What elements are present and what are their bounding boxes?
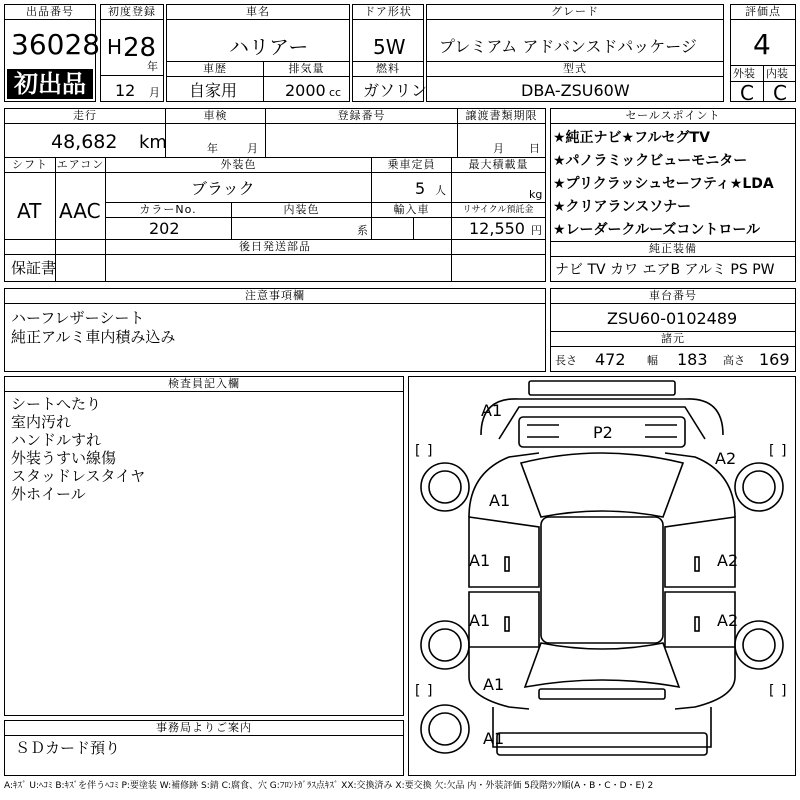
recycle: 12,550 (469, 219, 525, 238)
svg-text:]: ] (427, 443, 433, 459)
ext-score: C (740, 81, 754, 105)
color-no: 202 (149, 219, 180, 238)
first-listing-badge: 初出品 (7, 69, 93, 99)
model: DBA-ZSU60W (521, 81, 630, 100)
door: 5W (373, 35, 406, 59)
car-diagram (408, 376, 796, 776)
damage-mark: A1 (483, 729, 505, 748)
height: 169 (759, 350, 790, 369)
lot-number: 36028 (11, 28, 101, 61)
office-label: 事務局よりご案内 (5, 721, 403, 736)
month: 12 (115, 81, 136, 100)
load-unit: kg (529, 188, 543, 201)
inspector-line: ハンドルすれ (11, 431, 102, 449)
office-note: ＳＤカード預り (15, 739, 121, 757)
deferred-parts: 保証書 (11, 259, 57, 277)
sales-point-item: ★パノラミックビューモニター (553, 153, 748, 169)
transfer-day-unit: 日 (529, 142, 540, 155)
damage-mark: A2 (717, 611, 739, 630)
damage-mark: A1 (483, 675, 505, 694)
history-label: 車歴 (167, 62, 263, 77)
svg-text:]: ] (781, 443, 787, 459)
score-box (730, 4, 796, 105)
chassis-box (550, 288, 796, 372)
svg-text:[: [ (415, 683, 421, 699)
plate-label: 登録番号 (265, 109, 457, 124)
registration-box (100, 4, 164, 102)
sales-points-box (550, 108, 796, 282)
grade-box (426, 4, 724, 102)
ext-label: 外装 (733, 67, 755, 80)
office-box (4, 720, 404, 776)
svg-text:[: [ (415, 443, 421, 459)
month-unit: 月 (149, 86, 160, 99)
color-label: 外装色 (105, 158, 371, 173)
interior-label: 内装色 (231, 203, 371, 218)
shift: AT (17, 199, 42, 223)
seats-label: 乗車定員 (371, 158, 451, 173)
model-label: 型式 (427, 62, 723, 77)
seats-unit: 人 (435, 184, 446, 197)
equipment: ナビ TV カワ エアB アルミ PS PW (555, 262, 775, 278)
svg-text:[: [ (769, 683, 775, 699)
displacement: 2000 (285, 81, 326, 100)
lot-number-box (4, 4, 101, 102)
damage-mark: P2 (593, 423, 613, 442)
sales-point-item: ★純正ナビ★フルセグTV (553, 130, 710, 146)
damage-mark: A1 (489, 491, 511, 510)
inspector-box (4, 376, 404, 716)
deferred-parts-label: 後日発送部品 (5, 240, 545, 255)
fuel: ガソリン (363, 81, 428, 100)
year-unit: 年 (147, 60, 158, 73)
damage-mark: A2 (717, 551, 739, 570)
import-label: 輸入車 (371, 203, 451, 218)
inspector-line: 外ホイール (11, 485, 86, 503)
damage-legend: A:ｷｽﾞ U:ﾍｺﾐ B:ｷｽﾞを伴うﾍｺﾐ P:要塗装 W:補修跡 S:錆 C:腐食、穴 G:ﾌﾛﾝﾄｶﾞﾗｽ点ｷｽﾞ XX:交換済み X:要交換 欠:欠品 内・外装評価 5段階ﾗﾝｸ順(A・B・C・D・E) 2 (4, 781, 654, 791)
svg-text:]: ] (781, 683, 787, 699)
height-label: 高さ (723, 354, 745, 367)
shift-label: シフト (5, 158, 55, 173)
displacement-label: 排気量 (263, 62, 349, 77)
notes-label: 注意事項欄 (5, 289, 545, 304)
history: 自家用 (189, 81, 238, 100)
sales-point-item: ★レーダークルーズコントロール (553, 222, 761, 238)
grade: プレミアム アドバンスドパッケージ (439, 37, 697, 56)
damage-mark: A2 (715, 449, 737, 468)
inspector-label: 検査員記入欄 (5, 377, 403, 392)
recycle-label: リサイクル預託金 (451, 203, 545, 218)
sales-point-item: ★プリクラッシュセーフティ★LDA (553, 176, 774, 192)
interior-unit: 系 (357, 224, 368, 237)
width-label: 幅 (647, 354, 658, 367)
transfer-label: 譲渡書類期限 (457, 109, 545, 124)
year: 28 (123, 33, 157, 63)
svg-text:[: [ (769, 443, 775, 459)
chassis-number: ZSU60-0102489 (607, 309, 738, 328)
color: ブラック (191, 179, 255, 198)
score-label: 評価点 (731, 5, 795, 20)
sales-point-item: ★クリアランスソナー (553, 199, 692, 215)
width: 183 (677, 350, 708, 369)
name-box (166, 4, 350, 102)
inspection-label: 車検 (165, 109, 265, 124)
car-name: ハリアー (229, 35, 309, 59)
specs-box (4, 108, 546, 282)
inspector-line: スタッドレスタイヤ (11, 467, 146, 485)
notes-box (4, 288, 546, 372)
svg-text:]: ] (427, 683, 433, 699)
mileage: 48,682 (51, 131, 118, 153)
transfer-month-unit: 月 (493, 142, 504, 155)
length-label: 長さ (555, 354, 577, 367)
recycle-unit: 円 (531, 224, 542, 237)
score: 4 (753, 28, 771, 61)
int-label: 内装 (766, 67, 788, 80)
damage-mark: A1 (469, 611, 491, 630)
door-label: ドア形状 (353, 5, 423, 20)
seats: 5 (415, 179, 426, 198)
int-score: C (773, 81, 787, 105)
inspection-year-unit: 年 (207, 142, 218, 155)
note-line: ハーフレザーシート (11, 309, 145, 327)
ac: AAC (59, 199, 101, 223)
lot-number-label: 出品番号 (5, 5, 95, 20)
color-no-label: カラーNo. (105, 203, 231, 218)
chassis-label: 車台番号 (551, 289, 795, 304)
name-label: 車名 (167, 5, 349, 20)
door-box (352, 4, 428, 102)
length: 472 (595, 350, 626, 369)
equipment-label: 純正装備 (551, 242, 795, 257)
displacement-unit: cc (329, 86, 342, 99)
mileage-label: 走行 (5, 109, 165, 124)
inspector-line: 室内汚れ (11, 413, 72, 431)
inspection-month-unit: 月 (247, 142, 258, 155)
era: H (107, 35, 123, 59)
inspector-line: シートへたり (11, 395, 102, 413)
inspector-line: 外装うすい線傷 (11, 449, 117, 467)
sales-points-label: セールスポイント (551, 109, 795, 124)
registration-label: 初度登録 (101, 5, 163, 20)
load-label: 最大積載量 (451, 158, 545, 173)
ac-label: エアコン (56, 158, 105, 171)
fuel-label: 燃料 (353, 62, 423, 77)
damage-mark: A1 (469, 551, 491, 570)
grade-label: グレード (427, 5, 723, 20)
damage-mark: A1 (481, 401, 503, 420)
dims-label: 諸元 (551, 332, 795, 347)
note-line: 純正アルミ車内積み込み (11, 328, 176, 346)
mileage-unit: km (139, 132, 167, 153)
